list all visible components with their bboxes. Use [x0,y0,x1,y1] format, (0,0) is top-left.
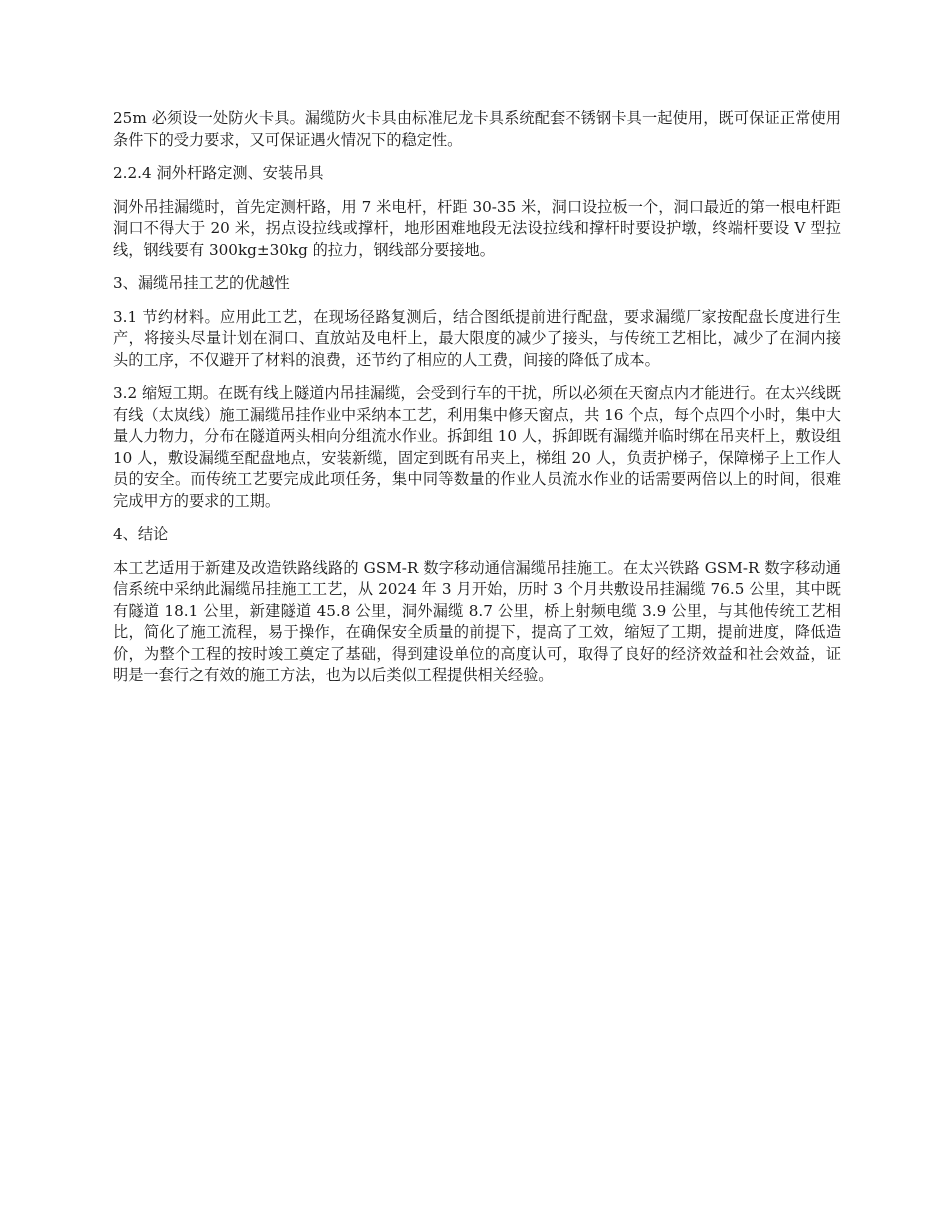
section-heading-4: 4、结论 [113,525,169,543]
document-page [113,108,841,699]
paragraph-save-material: 3.1 节约材料。应用此工艺，在现场径路复测后，结合图纸提前进行配盘，要求漏缆厂家按配盘长度进行生产，将接头尽量计划在洞口、直放站及电杆上，最大限度的减少了接头，与传统工艺相比，减少了在洞内接头的工序，不仅避开了材料的浪费，还节约了相应的人工费，间接的降低了成本。 [113,307,841,369]
paragraph-pole-line: 洞外吊挂漏缆时，首先定测杆路，用 7 米电杆，杆距 30-35 米，洞口设拉板一个，洞口最近的第一根电杆距洞口不得大于 20 米，拐点设拉线或撑杆，地形困难地段无法设拉线和撑杆时要设护墩，终端杆要设 V 型拉线，钢线要有 300kg±30kg 的拉力，钢线部分要接地。 [113,197,841,259]
paragraph-conclusion: 本工艺适用于新建及改造铁路线路的 GSM-R 数字移动通信漏缆吊挂施工。在太兴铁路 GSM-R 数字移动通信系统中采纳此漏缆吊挂施工工艺，从 2024 年 3 月开始，历时 3 个月共敷设吊挂漏缆 76.5 公里，其中既有隧道 18.1 公里，新建隧道 45.8 公里，洞外漏缆 8.7 公里，桥上射频电缆 3.9 公里，与其他传统工艺相比，简化了施工流程，易于操作，在确保安全质量的前提下，提高了工效，缩短了工期，提前进度，降低造价，为整个工程的按时竣工奠定了基础，得到建设单位的高度认可，取得了良好的经济效益和社会效益，证明是一套行之有效的施工方法，也为以后类似工程提供相关经验。 [113,558,841,684]
paragraph-fire-clamp: 25m 必须设一处防火卡具。漏缆防火卡具由标准尼龙卡具系统配套不锈钢卡具一起使用，既可保证正常使用条件下的受力要求，又可保证遇火情况下的稳定性。 [113,109,841,149]
section-heading-2-2-4: 2.2.4 洞外杆路定测、安装吊具 [113,164,324,182]
paragraph-shorten-schedule: 3.2 缩短工期。在既有线上隧道内吊挂漏缆，会受到行车的干扰，所以必须在天窗点内才能进行。在太兴线既有线（太岚线）施工漏缆吊挂作业中采纳本工艺，利用集中修天窗点，共 16 个点，每个点四个小时，集中大量人力物力，分布在隧道两头相向分组流水作业。拆卸组 10 人，拆卸既有漏缆并临时绑在吊夹杆上，敷设组 10 人，敷设漏缆至配盘地点，安装新缆，固定到既有吊夹上，梯组 20 人，负责护梯子，保障梯子上工作人员的安全。而传统工艺要完成此项任务，集中同等数量的作业人员流水作业的话需要两倍以上的时间，很难完成甲方的要求的工期。 [113,384,841,510]
section-heading-3: 3、漏缆吊挂工艺的优越性 [113,274,290,292]
